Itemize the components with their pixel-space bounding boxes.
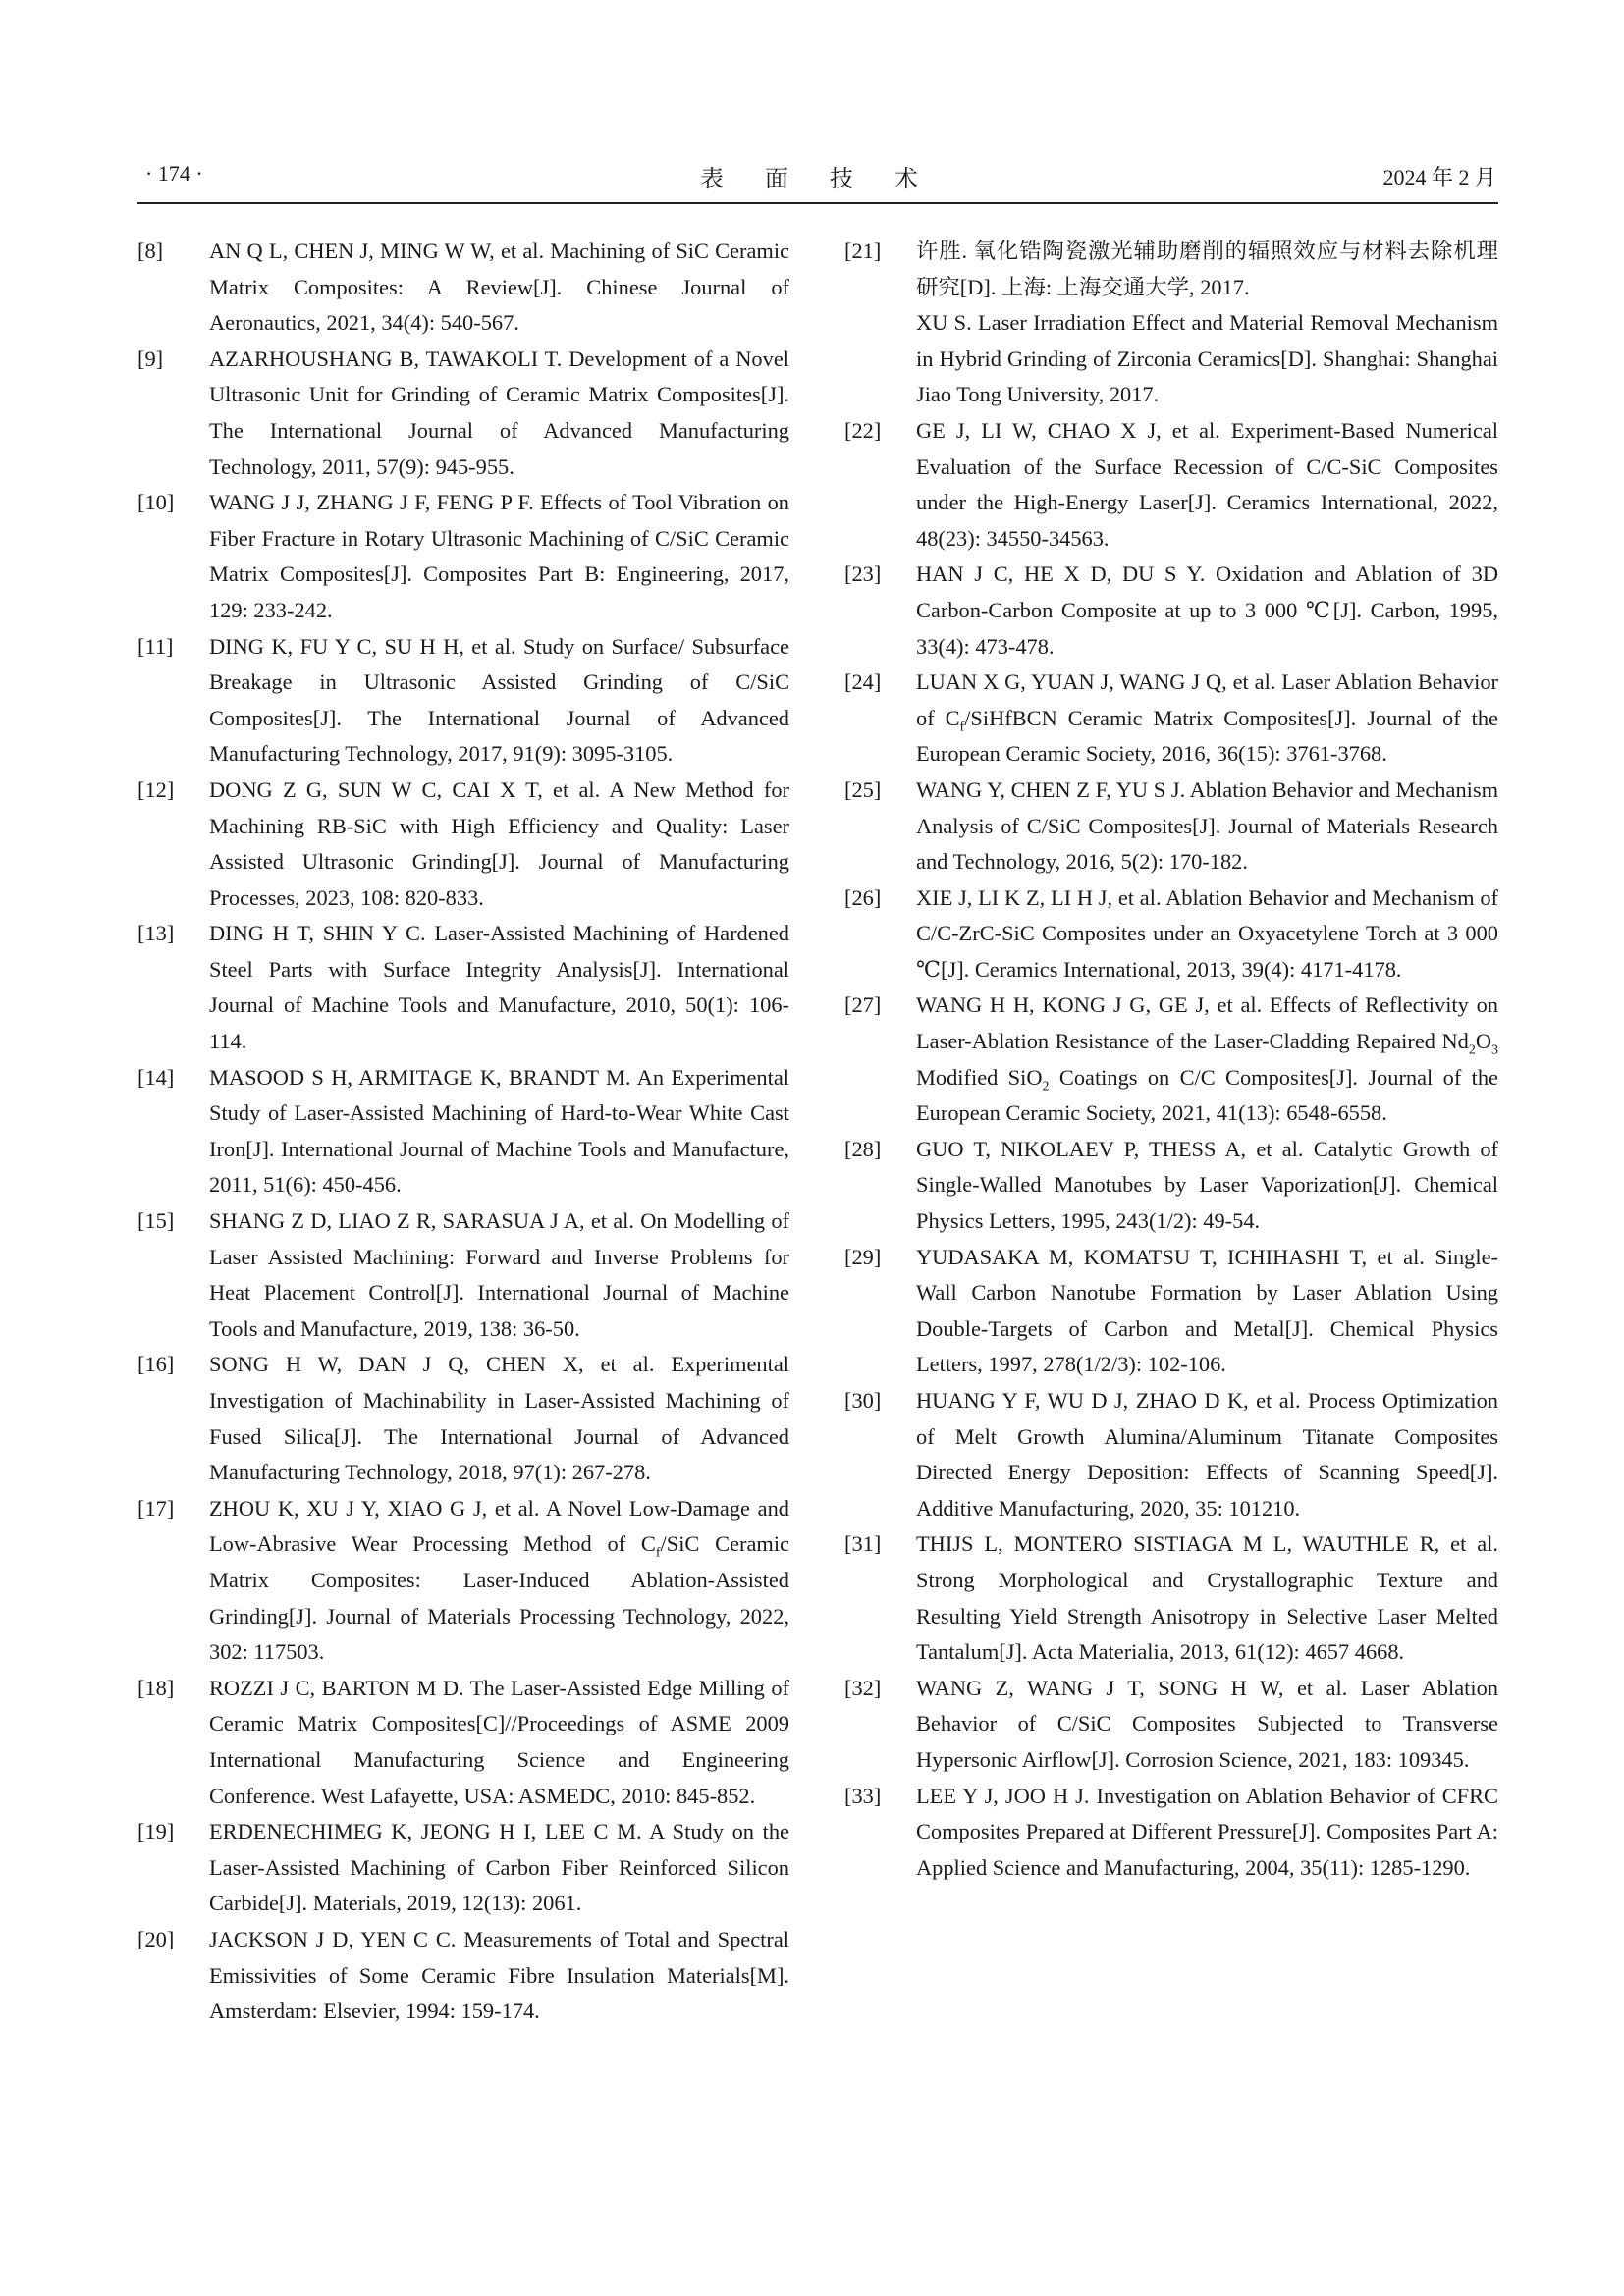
reference-number: [27] <box>844 992 882 1018</box>
reference-text: LEE Y J, JOO H J. Investigation on Ablation Behavior of CFRC Composites Prepared at Different Pressure[J]. Composites Part A: Applied Science and Manufacturing, 2004, 35(11): 1285-1290. <box>916 1783 1498 1880</box>
reference-column-right <box>844 234 1498 1886</box>
reference-number: [16] <box>137 1352 175 1377</box>
reference-text-part: WANG H H, KONG J G, GE J, et al. Effects of Reflectivity on Laser-Ablation Resistance of the Laser-Cladding Repaired Nd <box>916 992 1498 1054</box>
reference-text: SONG H W, DAN J Q, CHEN X, et al. Experimental Investigation of Machinability in Laser-Assisted Machining of Fused Silica[J]. The International Journal of Advanced Manufacturing Technology, 2018, 97(1): 267-278. <box>209 1352 789 1485</box>
reference-number: [17] <box>137 1495 175 1521</box>
subscript: f <box>959 720 965 735</box>
reference-number: [29] <box>844 1244 882 1269</box>
reference-text: AN Q L, CHEN J, MING W W, et al. Machining of SiC Ceramic Matrix Composites: A Review[J]. Chinese Journal of Aeronautics, 2021, 34(4): 540-567. <box>209 239 789 336</box>
reference-item <box>844 234 1498 413</box>
reference-text-part: LUAN X G, YUAN J, WANG J Q, et al. Laser Ablation Behavior of C <box>916 669 1498 730</box>
reference-number: [15] <box>137 1208 175 1234</box>
reference-text <box>209 1491 789 1671</box>
reference-text-part: ZHOU K, XU J Y, XIAO G J, et al. A Novel Low-Damage and Low-Abrasive Wear Processing Method of C <box>209 1495 789 1557</box>
reference-item <box>137 1491 789 1671</box>
reference-text-translation: XU S. Laser Irradiation Effect and Material Removal Mechanism in Hybrid Grinding of Zirconia Ceramics[D]. Shanghai: Shanghai Jiao Tong University, 2017. <box>916 310 1498 407</box>
reference-text: SHANG Z D, LIAO Z R, SARASUA J A, et al. On Modelling of Laser Assisted Machining: Forward and Inverse Problems for Heat Placement Control[J]. International Journal of Machine Tools and Manufacture, 2019, 138: 36-50. <box>209 1208 789 1341</box>
reference-text: HAN J C, HE X D, DU S Y. Oxidation and Ablation of 3D Carbon-Carbon Composite at up to 3 000 ℃[J]. Carbon, 1995, 33(4): 473-478. <box>916 561 1498 659</box>
reference-text: ROZZI J C, BARTON M D. The Laser-Assisted Edge Milling of Ceramic Matrix Composites[C]//Proceedings of ASME 2009 International Manufacturing Science and Engineering Conference. West Lafayette, USA: ASMEDC, 2010: 845-852. <box>209 1675 789 1808</box>
reference-text: MASOOD S H, ARMITAGE K, BRANDT M. An Experimental Study of Laser-Assisted Machining of Hard-to-Wear White Cast Iron[J]. International Journal of Machine Tools and Manufacture, 2011, 51(6): 450-456. <box>209 1064 789 1198</box>
reference-number: [31] <box>844 1531 882 1557</box>
journal-title: 表 面 技 术 <box>700 167 936 192</box>
reference-item <box>844 1240 1498 1383</box>
reference-item <box>137 1922 789 2030</box>
subscript: 2 <box>1468 1042 1476 1058</box>
reference-number: [21] <box>844 239 882 263</box>
reference-item <box>137 1671 789 1814</box>
reference-column-left <box>137 234 789 2030</box>
reference-item <box>844 773 1498 881</box>
reference-item <box>137 1203 789 1347</box>
reference-number: [11] <box>137 633 174 659</box>
reference-item <box>844 1671 1498 1779</box>
reference-number: [10] <box>137 490 175 515</box>
reference-item <box>137 629 789 773</box>
reference-item <box>137 773 789 916</box>
reference-text: DING K, FU Y C, SU H H, et al. Study on Surface/ Subsurface Breakage in Ultrasonic Assisted Grinding of C/SiC Composites[J]. The International Journal of Advanced Manufacturing Technology, 2017, 91(9): 3095-3105. <box>209 633 789 767</box>
reference-item <box>137 1814 789 1922</box>
reference-number: [28] <box>844 1136 882 1161</box>
reference-item <box>844 1383 1498 1526</box>
reference-number: [9] <box>137 346 164 371</box>
issue-date: 2024 年 2 月 <box>1382 165 1496 189</box>
reference-item <box>137 1060 789 1203</box>
reference-text <box>916 988 1498 1131</box>
reference-number: [26] <box>844 884 882 910</box>
reference-number: [23] <box>844 561 882 587</box>
reference-text: WANG Y, CHEN Z F, YU S J. Ablation Behavior and Mechanism Analysis of C/SiC Composites[J]. Journal of Materials Research and Technology, 2016, 5(2): 170-182. <box>916 776 1498 875</box>
reference-text: AZARHOUSHANG B, TAWAKOLI T. Development of a Novel Ultrasonic Unit for Grinding of Ceramic Matrix Composites[J]. The International Journal of Advanced Manufacturing Technology, 2011, 57(9): 945-955. <box>209 346 789 479</box>
subscript: 3 <box>1491 1042 1498 1058</box>
reference-text: GUO T, NIKOLAEV P, THESS A, et al. Catalytic Growth of Single-Walled Manotubes by Laser Vaporization[J]. Chemical Physics Letters, 1995, 243(1/2): 49-54. <box>916 1136 1498 1234</box>
reference-text: GE J, LI W, CHAO X J, et al. Experiment-Based Numerical Evaluation of the Surface Recession of C/C-SiC Composites under the High-Energy Laser[J]. Ceramics International, 2022, 48(23): 34550-34563. <box>916 417 1498 551</box>
reference-text-part: /SiC Ceramic Matrix Composites: Laser-Induced Ablation-Assisted Grinding[J]. Journal of Materials Processing Technology, 2022, 302: 117503. <box>209 1531 789 1665</box>
page-number: · 174 · <box>145 161 203 186</box>
reference-text: DONG Z G, SUN W C, CAI X T, et al. A New Method for Machining RB-SiC with High Efficiency and Quality: Laser Assisted Ultrasonic Grinding[J]. Journal of Manufacturing Processes, 2023, 108: 820-833. <box>209 776 789 910</box>
reference-number: [13] <box>137 921 175 946</box>
reference-text-part: Modified SiO <box>916 1064 1043 1090</box>
reference-text <box>916 665 1498 773</box>
page-header <box>137 157 1498 204</box>
reference-item <box>844 988 1498 1131</box>
reference-number: [14] <box>137 1064 175 1090</box>
reference-text: HUANG Y F, WU D J, ZHAO D K, et al. Process Optimization of Melt Growth Alumina/Aluminum Titanate Composites Directed Energy Deposition: Effects of Scanning Speed[J]. Additive Manufacturing, 2020, 35: 101210. <box>916 1388 1498 1521</box>
reference-text: XIE J, LI K Z, LI H J, et al. Ablation Behavior and Mechanism of C/C-ZrC-SiC Composites under an Oxyacetylene Torch at 3 000 ℃[J]. Ceramics International, 2013, 39(4): 4171-4178. <box>916 884 1498 982</box>
reference-item <box>137 916 789 1059</box>
reference-item <box>137 1347 789 1490</box>
reference-number: [32] <box>844 1675 882 1700</box>
reference-number: [8] <box>137 239 164 263</box>
reference-number: [24] <box>844 669 882 695</box>
subscript: f <box>655 1545 661 1561</box>
reference-number: [18] <box>137 1675 175 1700</box>
reference-item <box>137 342 789 485</box>
reference-text: YUDASAKA M, KOMATSU T, ICHIHASHI T, et al. Single-Wall Carbon Nanotube Formation by Laser Ablation Using Double-Targets of Carbon and Metal[J]. Chemical Physics Letters, 1997, 278(1/2/3): 102-106. <box>916 1244 1498 1377</box>
reference-item <box>844 881 1498 988</box>
reference-item <box>844 665 1498 773</box>
reference-number: [25] <box>844 776 882 802</box>
reference-text: ERDENECHIMEG K, JEONG H I, LEE C M. A Study on the Laser-Assisted Machining of Carbon Fiber Reinforced Silicon Carbide[J]. Materials, 2019, 12(13): 2061. <box>209 1819 789 1916</box>
reference-number: [22] <box>844 417 882 443</box>
reference-number: [33] <box>844 1783 882 1808</box>
reference-text-part: Coatings on C/C Composites[J]. Journal of the European Ceramic Society, 2021, 41(13): 6548-6558. <box>916 1064 1498 1126</box>
reference-text: 许胜. 氧化锆陶瓷激光辅助磨削的辐照效应与材料去除机理研究[D]. 上海: 上海交通大学, 2017. <box>916 239 1498 299</box>
reference-item <box>137 234 789 342</box>
reference-item <box>844 1526 1498 1670</box>
reference-item <box>137 485 789 628</box>
reference-number: [30] <box>844 1388 882 1413</box>
reference-number: [20] <box>137 1926 175 1951</box>
reference-text: WANG Z, WANG J T, SONG H W, et al. Laser Ablation Behavior of C/SiC Composites Subjected to Transverse Hypersonic Airflow[J]. Corrosion Science, 2021, 183: 109345. <box>916 1675 1498 1772</box>
subscript: 2 <box>1042 1079 1050 1095</box>
reference-text: THIJS L, MONTERO SISTIAGA M L, WAUTHLE R, et al. Strong Morphological and Crystallographic Texture and Resulting Yield Strength Anisotropy in Selective Laser Melted Tantalum[J]. Acta Materialia, 2013, 61(12): 4657 4668. <box>916 1531 1498 1665</box>
reference-item <box>844 413 1498 557</box>
reference-item <box>844 557 1498 665</box>
reference-text: DING H T, SHIN Y C. Laser-Assisted Machining of Hardened Steel Parts with Surface Integrity Analysis[J]. International Journal of Machine Tools and Manufacture, 2010, 50(1): 106-114. <box>209 921 789 1054</box>
reference-item <box>844 1132 1498 1240</box>
reference-text-part: O <box>1475 1029 1491 1054</box>
reference-text-part: /SiHfBCN Ceramic Matrix Composites[J]. Journal of the European Ceramic Society, 2016, 36(15): 3761-3768. <box>916 705 1498 767</box>
reference-text: WANG J J, ZHANG J F, FENG P F. Effects of Tool Vibration on Fiber Fracture in Rotary Ultrasonic Machining of C/SiC Ceramic Matrix Composites[J]. Composites Part B: Engineering, 2017, 129: 233-242. <box>209 490 789 622</box>
reference-number: [12] <box>137 776 175 802</box>
reference-item <box>844 1779 1498 1887</box>
reference-number: [19] <box>137 1819 175 1844</box>
reference-text: JACKSON J D, YEN C C. Measurements of Total and Spectral Emissivities of Some Ceramic Fibre Insulation Materials[M]. Amsterdam: Elsevier, 1994: 159-174. <box>209 1926 789 2024</box>
